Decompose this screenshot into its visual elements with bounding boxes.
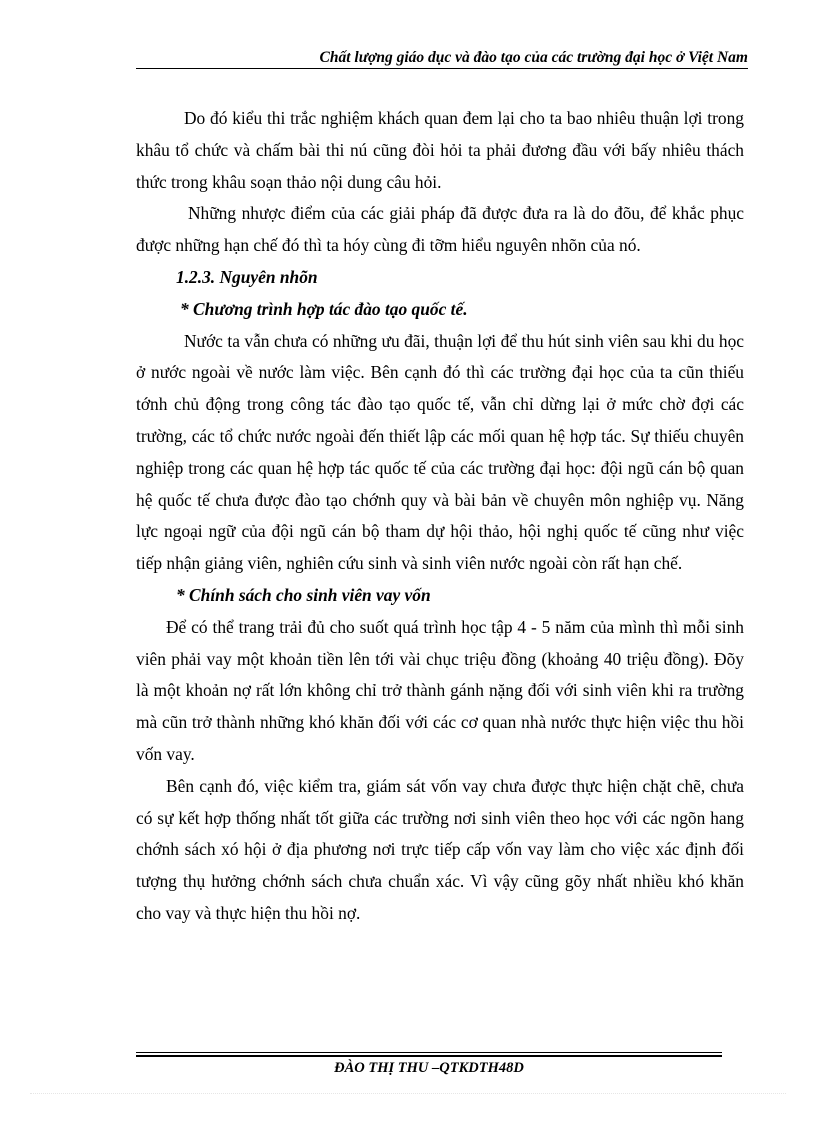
footer-divider-thin <box>136 1052 722 1053</box>
page-body <box>136 103 744 930</box>
section-heading-causes: 1.2.3. Nguyên nhõn <box>176 266 318 287</box>
subsection-heading-student-loans: * Chính sách cho sinh viên vay vốn <box>176 584 431 605</box>
paragraph-loan-supervision: Bên cạnh đó, việc kiểm tra, giám sát vốn vay chưa được thực hiện chặt chẽ, chưa có sự kết hợp thống nhất tốt giữa các trường nơi sinh viên theo học với các ngõn hang chớnh sách xó hội ở địa phương nơi trực tiếp cấp vốn vay làm cho việc xác định đối tượng thụ hưởng chớnh sách chưa chuẩn xác. Vì vậy cũng gõy nhất nhiều khó khăn cho vay và thực hiện thu hồi nợ. <box>136 775 744 923</box>
footer-divider-thick <box>136 1055 722 1057</box>
paragraph-international-cooperation: Nước ta vẫn chưa có những ưu đãi, thuận lợi để thu hút sinh viên sau khi du học ở nước ngoài về nước làm việc. Bên cạnh đó thì các trường đại học của ta cũn thiếu tớnh chủ động trong công tác đào tạo quốc tế, vẫn chỉ dừng lại ở mức chờ đợi các trường, các tổ chức nước ngoài đến thiết lập các mối quan hệ hợp tác. Sự thiếu chuyên nghiệp trong các quan hệ hợp tác quốc tế của các trường đại học: đội ngũ cán bộ quan hệ quốc tế chưa được đào tạo chớnh quy và bài bản về chuyên môn nghiệp vụ. Năng lực ngoại ngữ của đội ngũ cán bộ tham dự hội thảo, hội nghị quốc tế cũng như việc tiếp nhận giảng viên, nghiên cứu sinh và sinh viên nước ngoài còn rất hạn chế. <box>136 330 744 574</box>
header-divider <box>136 68 748 69</box>
paragraph-loan-burden: Để có thể trang trải đủ cho suốt quá trình học tập 4 - 5 năm của mình thì mỗi sinh viên phải vay một khoản tiền lên tới vài chục triệu đồng (khoảng 40 triệu đồng). Đõy là một khoản nợ rất lớn không chỉ trở thành gánh nặng đối với sinh viên khi ra trường mà cũn trở thành những khó khăn đối với các cơ quan nhà nước thực hiện việc thu hồi vốn vay. <box>136 616 744 764</box>
running-header-title: Chất lượng giáo dục và đào tạo của các trường đại học ở Việt Nam <box>319 49 748 66</box>
subsection-heading-international-cooperation: * Chương trình hợp tác đào tạo quốc tế. <box>180 298 468 319</box>
paragraph-causes-intro: Những nhược điểm của các giải pháp đã được đưa ra là do đõu, để khắc phục được những hạn chế đó thì ta hóy cùng đi tỡm hiểu nguyên nhõn của nó. <box>136 203 744 256</box>
footer-author: ĐÀO THỊ THU –QTKDTH48D <box>334 1060 524 1076</box>
paragraph-exam-drawbacks: Do đó kiểu thi trắc nghiệm khách quan đem lại cho ta bao nhiêu thuận lợi trong khâu tổ chức và chấm bài thi nú cũng đòi hỏi ta phải đương đầu với bấy nhiêu thách thức trong khâu soạn thảo nội dung câu hỏi. <box>136 108 744 192</box>
page-bottom-dotted-line <box>30 1093 786 1094</box>
